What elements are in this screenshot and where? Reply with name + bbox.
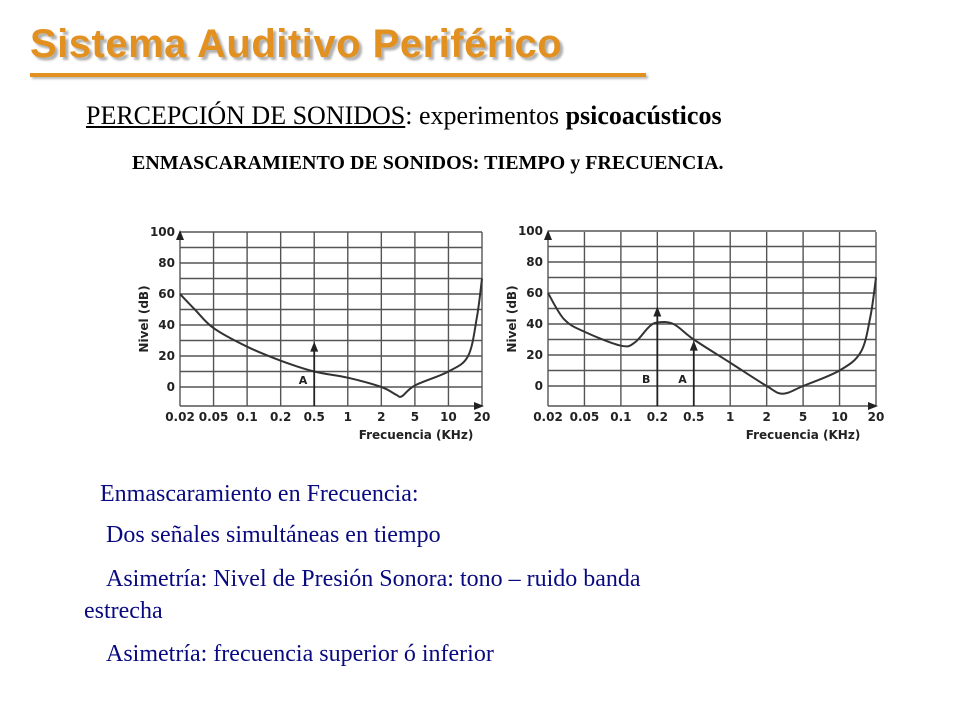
x-tick-label: 1 <box>726 410 735 424</box>
x-tick-label: 0.05 <box>198 410 229 424</box>
bullet-item-3 <box>100 641 494 668</box>
y-tick-label: 20 <box>158 349 175 363</box>
y-tick-label: 20 <box>526 348 543 362</box>
y-tick-label: 40 <box>526 317 543 331</box>
chart-right <box>505 215 905 455</box>
x-tick-label: 0.5 <box>303 410 325 424</box>
percepcion-label: PERCEPCIÓN DE SONIDOS <box>86 101 406 130</box>
x-tick-label: 0.02 <box>533 410 563 424</box>
y-tick-label: 0 <box>166 380 175 394</box>
y-tick-label: 80 <box>526 255 543 269</box>
x-tick-label: 0.1 <box>236 410 258 424</box>
bullet-text-3: Asimetría: frecuencia superior ó inferior <box>106 641 494 667</box>
masker-label: A <box>298 373 308 387</box>
x-tick-label: 0.1 <box>610 410 632 424</box>
psicoacusticos-label: psicoacústicos <box>565 101 722 130</box>
threshold-curve <box>180 279 482 397</box>
y-tick-label: 0 <box>534 379 543 393</box>
x-tick-label: 2 <box>377 410 386 424</box>
enmascaramiento-label: ENMASCARAMIENTO DE SONIDOS: TIEMPO y FRECUENCIA. <box>132 152 724 174</box>
x-tick-label: 20 <box>473 410 491 424</box>
x-tick-label: 2 <box>762 410 771 424</box>
x-tick-label: 5 <box>410 410 420 424</box>
y-axis-label: Nivel (dB) <box>505 285 519 353</box>
x-tick-label: 20 <box>867 410 885 424</box>
y-tick-label: 100 <box>149 225 175 239</box>
bullet-item-2-cont: estrecha <box>84 598 163 624</box>
x-tick-label: 0.2 <box>270 410 292 424</box>
y-tick-label: 80 <box>158 256 175 270</box>
masker-label: A <box>678 372 687 386</box>
heading-frecuencia: Enmascaramiento en Frecuencia: <box>100 481 419 507</box>
chart-left-svg <box>137 215 510 455</box>
masker-arrowhead-icon <box>310 342 318 352</box>
bullet-item-2 <box>100 566 641 593</box>
threshold-curve <box>548 278 876 394</box>
bullet-text-2: Asimetría: Nivel de Presión Sonora: tono – ruido banda <box>106 566 641 592</box>
x-axis-label: Frecuencia (KHz) <box>745 428 861 442</box>
x-tick-label: 10 <box>831 410 848 424</box>
line-percepcion <box>84 101 722 131</box>
x-tick-label: 5 <box>798 410 808 424</box>
bullet-text-1: Dos señales simultáneas en tiempo <box>106 522 441 548</box>
bullet-item-1 <box>100 522 441 549</box>
x-tick-label: 0.05 <box>569 410 600 424</box>
x-tick-label: 0.5 <box>683 410 705 424</box>
chart-left <box>137 215 510 455</box>
y-tick-label: 100 <box>517 224 543 238</box>
y-axis-label: Nivel (dB) <box>137 285 151 353</box>
y-tick-label: 60 <box>526 286 543 300</box>
percepcion-rest: : experimentos <box>405 101 566 130</box>
masker-label: B <box>641 372 651 386</box>
x-tick-label: 0.2 <box>646 410 668 424</box>
x-tick-label: 10 <box>440 410 457 424</box>
x-tick-label: 0.02 <box>165 410 195 424</box>
line-enmascaramiento <box>130 150 780 176</box>
x-axis-label: Frecuencia (KHz) <box>358 428 474 442</box>
x-tick-label: 1 <box>343 410 352 424</box>
chart-right-svg <box>505 215 905 455</box>
slide-title: Sistema Auditivo Periférico <box>30 22 563 66</box>
y-tick-label: 40 <box>158 318 175 332</box>
title-underline <box>30 73 646 77</box>
y-tick-label: 60 <box>158 287 175 301</box>
